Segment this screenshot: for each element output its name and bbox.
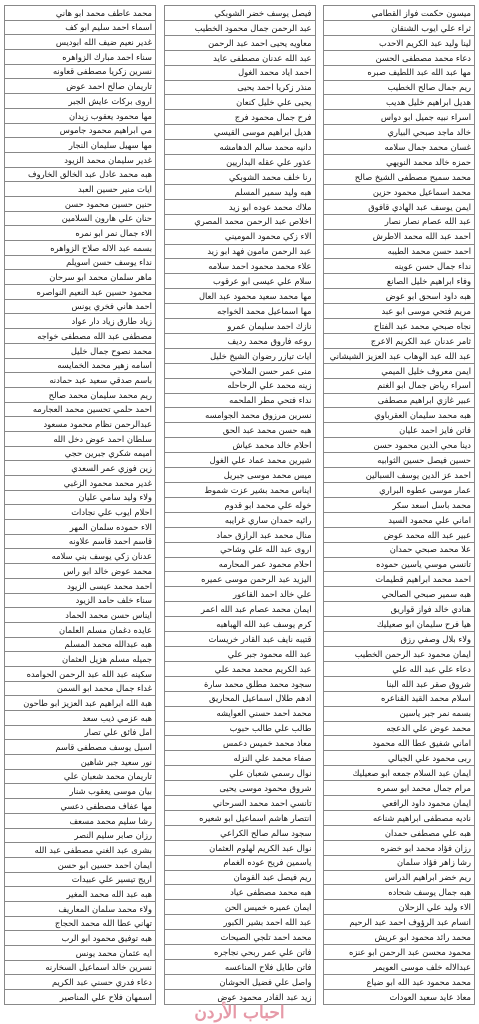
names-table xyxy=(4,5,475,1005)
name-cell: قتيبه نايف عبد القادر خريسات xyxy=(164,632,316,647)
name-cell: هبه سمير صبحي الصالحي xyxy=(323,587,475,602)
name-cell: عبدالاله خلف موسى العويمر xyxy=(323,960,475,975)
name-cell: شروق محمود موسى يحيى xyxy=(164,781,316,796)
name-cell: اسمهان فلاح علي المناصير xyxy=(4,990,156,1005)
name-cell: احمد محمد عيسى الزيود xyxy=(4,579,156,594)
name-cell: هبة الله ابراهيم عبد العزيز ابو طاحون xyxy=(4,696,156,711)
name-cell: نوال رسمي شعبان علي xyxy=(164,766,316,781)
name-cell: مها اسماعيل محمد الخواجه xyxy=(164,304,316,319)
name-cell: معاويه يحيى احمد عبد الرحمن xyxy=(164,36,316,51)
name-cell: مها عفاف مصطفى دعسي xyxy=(4,799,156,814)
name-cell: فيصل يوسف خضر الشوبكي xyxy=(164,5,316,21)
name-cell: مصطفى عبد الله مصطفى خواجه xyxy=(4,329,156,344)
name-cell: احمد عز الدين يوسف السبالين xyxy=(323,468,475,483)
name-cell: هبه توفيق محمود ابو الرب xyxy=(4,931,156,946)
name-cell: دعاء فدري حسني عبد الكريم xyxy=(4,975,156,990)
name-cell: محمد احمد حسني العوايشه xyxy=(164,707,316,722)
name-cell: نسرين خالد اسماعيل السخارنه xyxy=(4,961,156,976)
name-cell: احمد محمد ابراهيم قطيمات xyxy=(323,572,475,587)
name-cell: اليزيد عبد الرحمن موسى عميره xyxy=(164,572,316,587)
name-cell: عبد الكريم محمد محمد علي xyxy=(164,662,316,677)
names-column-3 xyxy=(4,5,156,1005)
name-cell: اماني علي محمود السيد xyxy=(323,513,475,528)
watermark: احباب الأردن xyxy=(194,1003,285,1023)
name-cell: سلام علي عيسى ابو عرقوب xyxy=(164,274,316,289)
name-cell: هبه جمال يوسف شحاده xyxy=(323,885,475,900)
name-cell: ايمن معروف خليل الميمي xyxy=(323,364,475,379)
name-cell: نازك احمد سليمان عمرو xyxy=(164,319,316,334)
name-cell: نسرين زكريا مصطفى قعاونه xyxy=(4,65,156,80)
name-cell: ايمن يوسف عبد الهادي قافوق xyxy=(323,200,475,215)
name-cell: ولاء بلال وصفي رزق xyxy=(323,632,475,647)
name-cell: هيا فرح سليمان ابو صعيليك xyxy=(323,617,475,632)
name-cell: هبه داود اسحق ابو عوض xyxy=(323,289,475,304)
name-cell: عبد الله احمد بشير الكبور xyxy=(164,915,316,930)
name-cell: احلام ايوب علي نجادات xyxy=(4,505,156,520)
name-cell: صفاء محمد علي النزله xyxy=(164,751,316,766)
name-cell: غدير نعيم ضيف الله ابوديس xyxy=(4,35,156,50)
name-cell: ايناس حسن محمد الحماد xyxy=(4,608,156,623)
name-cell: حمزه خالد محمد النويهي xyxy=(323,155,475,170)
name-cell: علا محمد صبحي حمدان xyxy=(323,543,475,558)
name-cell: اسامه زهير محمد الخمايسه xyxy=(4,359,156,374)
name-cell: مي ابراهيم محمود جاموس xyxy=(4,124,156,139)
name-cell: ثراء علي ايوب الشنقان xyxy=(323,21,475,36)
name-cell: وفاء ابراهيم خليل الصانع xyxy=(323,274,475,289)
name-cell: عبد الله محمود جبر علي xyxy=(164,647,316,662)
name-cell: نور سعيد جبر شاهين xyxy=(4,755,156,770)
name-cell: عدنان زكي يوسف بني سلامه xyxy=(4,549,156,564)
name-cell: احلام خالد محمد عياش xyxy=(164,438,316,453)
name-cell: كرم يوسف عبد الله الهباهبه xyxy=(164,617,316,632)
name-cell: احمد عبد الله محمد الاطرش xyxy=(323,230,475,245)
name-cell: تاريمان صالح احمد عوض xyxy=(4,79,156,94)
name-cell: محمد اسماعيل محمود حزين xyxy=(323,185,475,200)
name-cell: ايمان احمد حسين ابو حسن xyxy=(4,858,156,873)
name-cell: تانسي موسي ياسين حموده xyxy=(323,558,475,573)
name-cell: اروى بركات عايش الجبر xyxy=(4,94,156,109)
name-cell: رزان صابر سليم النصر xyxy=(4,829,156,844)
name-cell: فاتن طايل فلاح المناعسه xyxy=(164,960,316,975)
name-cell: امل فائق علي تصار xyxy=(4,726,156,741)
name-cell: نداء فتحي مطر الملحمه xyxy=(164,394,316,409)
name-cell: باسم صدقي سعيد عبد حمادنه xyxy=(4,373,156,388)
name-cell: غسان محمد جمال سلامه xyxy=(323,140,475,155)
name-cell: مها سهيل سليمان النجار xyxy=(4,138,156,153)
name-cell: فاتن علي عمر ربحي نجاجره xyxy=(164,945,316,960)
name-cell: محمد احمد تلجي الصيحات xyxy=(164,930,316,945)
name-cell: عذور علي عقله البداريين xyxy=(164,155,316,170)
name-cell: ريم جمال صالح الخطيب xyxy=(323,81,475,96)
name-cell: اروى عبد الله علي وشاحي xyxy=(164,543,316,558)
name-cell: عايده دغمان مسلم العلمان xyxy=(4,623,156,638)
name-cell: محمد رائد محمود ابو عريش xyxy=(323,930,475,945)
name-cell: ميسون حكمت فواز القطامي xyxy=(323,5,475,21)
name-cell: ثامر عدنان عبد الكريم الاعرج xyxy=(323,334,475,349)
name-cell: محمد عاطف محمد ابو هاني xyxy=(4,5,156,21)
name-cell: محمد سميح مصطفى الشيخ صالح xyxy=(323,170,475,185)
name-cell: عبد الله عصام نصار نصار xyxy=(323,215,475,230)
name-cell: شروق صقر عبد الله البنا xyxy=(323,677,475,692)
name-cell: واصل علي فضيل الحوشان xyxy=(164,975,316,990)
name-cell: هبه علي مصطفى حمدان xyxy=(323,826,475,841)
name-cell: عبد الله عدنان مصطفى عايد xyxy=(164,51,316,66)
name-cell: نجاه صبحي محمد عبد الفتاح xyxy=(323,319,475,334)
name-cell: ايمان عميره خميس الحن xyxy=(164,900,316,915)
name-cell: بشرى عبد الغني مصطفى عبد الله xyxy=(4,843,156,858)
name-cell: محمود محسن عبد الرحمن ابو عنزه xyxy=(323,945,475,960)
name-cell: اسيل يوسف مصطفى قاسم xyxy=(4,740,156,755)
name-cell: رشا زاهر فؤاد سلمان xyxy=(323,856,475,871)
name-cell: نسرين مرزوق محمد الجوامسه xyxy=(164,408,316,423)
name-cell: اسلام محمد القيد القناعره xyxy=(323,692,475,707)
name-cell: رشا سليم محمد مسعف xyxy=(4,814,156,829)
name-cell: تهاني عطا الله محمد الحجاج xyxy=(4,917,156,932)
name-cell: زينه محمد علي الرحاحله xyxy=(164,379,316,394)
name-cell: غدير سليمان محمد الزيود xyxy=(4,153,156,168)
name-cell: ايات منير حسين العبد xyxy=(4,182,156,197)
name-cell: عبير عبد الله محمد عوض xyxy=(323,528,475,543)
name-cell: عبير غازي ابراهيم مصطفى xyxy=(323,394,475,409)
name-cell: غداء جمال محمد ابو السمن xyxy=(4,682,156,697)
name-cell: ادهم طلال اسماعيل المحاريق xyxy=(164,692,316,707)
name-cell: طالب علي طالب حبوب xyxy=(164,722,316,737)
name-cell: الاء وليد علي الزحلان xyxy=(323,900,475,915)
name-cell: سناء خلف حامد الزيود xyxy=(4,594,156,609)
name-cell: تانسي احمد محمد السرحاني xyxy=(164,796,316,811)
name-cell: سلطان احمد عوض دخل الله xyxy=(4,432,156,447)
name-cell: هبه وليد سمير المسلم xyxy=(164,185,316,200)
name-cell: عمار موسى عطوه البراري xyxy=(323,483,475,498)
name-cell: دينا محي الدين محمود حسن xyxy=(323,438,475,453)
name-cell: ناديه مصطفى ابراهيم شناعه xyxy=(323,811,475,826)
name-cell: اسراء نبيه جميل ابو دواس xyxy=(323,110,475,125)
name-cell: ايات تيازر رضوان الشيخ خليل xyxy=(164,349,316,364)
name-cell: عبد الرحمن جمال محمود الخطيب xyxy=(164,21,316,36)
name-cell: رائيه حمدان ساري غرايبه xyxy=(164,513,316,528)
name-cell: جميله مسلم هزيل العثمان xyxy=(4,652,156,667)
name-cell: مرام جمال محمد ابو سمره xyxy=(323,781,475,796)
name-cell: هبه عزمي ذيب سعد xyxy=(4,711,156,726)
name-cell: ولاء محمد سلمان المعاريف xyxy=(4,902,156,917)
name-cell: بسمه نمر جبر ياسين xyxy=(323,707,475,722)
name-cell: الاء زكي محمود الموميني xyxy=(164,230,316,245)
name-cell: نداء يوسف حسن اسويلم xyxy=(4,256,156,271)
name-cell: زيد عبد القادر محمود عوض xyxy=(164,990,316,1005)
name-cell: رزان فؤاد محمد ابو خضره xyxy=(323,841,475,856)
name-cell: هنادي خالد فواز قواريق xyxy=(323,602,475,617)
name-cell: علي خالد احمد القاعور xyxy=(164,587,316,602)
name-cell: محمد نصوح جمال خليل xyxy=(4,344,156,359)
name-cell: زين فوزي عمر السعدي xyxy=(4,461,156,476)
name-cell: احمد هاني فخري يونس xyxy=(4,300,156,315)
name-cell: احمد حسن محمد الطيبه xyxy=(323,245,475,260)
name-cell: احمد حلمي تحسين محمد العجارمه xyxy=(4,403,156,418)
name-cell: ايه عثمان محمد يونس xyxy=(4,946,156,961)
name-cell: ملاك محمد عوده ابو زيد xyxy=(164,200,316,215)
name-cell: انسام عبد الرؤوف احمد عبد الرحيم xyxy=(323,915,475,930)
name-cell: محمد محمود عبد الله ابو ضياع xyxy=(323,975,475,990)
name-cell: احلام محمود عمر المحارمه xyxy=(164,558,316,573)
name-cell: هبه عبدالله محمد المسلم xyxy=(4,638,156,653)
name-cell: ماهر سلمان محمد ابو سرحان xyxy=(4,270,156,285)
name-cell: انتصار هاشم اسماعيل ابو شعيره xyxy=(164,811,316,826)
name-cell: منى عمر حسن الملاحي xyxy=(164,364,316,379)
name-cell: اماني شفيق عطا الله محمود xyxy=(323,736,475,751)
name-cell: اسراء رياض جمال ابو الغنم xyxy=(323,379,475,394)
name-cell: بسمه عبد الاله صلاح الزواهره xyxy=(4,241,156,256)
name-cell: ميس محمد موسى جبريل xyxy=(164,468,316,483)
name-cell: دانيه محمد سالم الدهامشه xyxy=(164,140,316,155)
name-cell: هديل ابراهيم موسى القيسي xyxy=(164,125,316,140)
name-cell: ريم خضر ابراهيم الدراس xyxy=(323,871,475,886)
name-cell: هبه محمد مصطفى عياد xyxy=(164,885,316,900)
name-cell: محمود حسين عبد النعيم النواصره xyxy=(4,285,156,300)
name-cell: مها محمود يعقوب زيدان xyxy=(4,109,156,124)
name-cell: خالد ماجد صبحي البياري xyxy=(323,125,475,140)
name-cell: محمد باسل اسعد سكر xyxy=(323,498,475,513)
name-cell: سجود سالم صالح الكراعي xyxy=(164,826,316,841)
name-cell: حسين فيصل حسين الثوابيه xyxy=(323,453,475,468)
name-cell: مها محمد سعيد محمود عبد العال xyxy=(164,289,316,304)
name-cell: روعه فاروق محمد رديف xyxy=(164,334,316,349)
name-cell: هبه حسن محمد عبد الحق xyxy=(164,423,316,438)
name-cell: دعاء علي عبد الله علي xyxy=(323,662,475,677)
name-cell: لينا وليد عبد الكريم الاحدب xyxy=(323,36,475,51)
name-cell: خوله علي محمد ابو قدوم xyxy=(164,498,316,513)
name-cell: ياسمين فريح عوده الغمام xyxy=(164,856,316,871)
name-cell: اميمه شكري جبرين حجي xyxy=(4,447,156,462)
name-cell: ريم فيصل عبد القومان xyxy=(164,871,316,886)
name-cell: حنين حسين محمود حسن xyxy=(4,197,156,212)
name-cell: ايمان عبد السلام جمعه ابو صعيليك xyxy=(323,766,475,781)
name-cell: محمد عوض علي الدعجه xyxy=(323,722,475,737)
name-cell: علاء محمد محمود احمد سلامه xyxy=(164,259,316,274)
name-cell: ايمان محمد عصام عبد الله اعمر xyxy=(164,602,316,617)
name-cell: محمد عوض خالد ابو راس xyxy=(4,564,156,579)
name-cell: اريج تيسير علي عبيدات xyxy=(4,873,156,888)
name-cell: سناء احمد مبارك الزواهره xyxy=(4,50,156,65)
name-cell: يحيى علي خليل كنعان xyxy=(164,95,316,110)
name-cell: ريم محمد سليمان محمد صالح xyxy=(4,388,156,403)
name-cell: بيان موسى يعقوب شنار xyxy=(4,784,156,799)
name-cell: فاتن فايز احمد عليان xyxy=(323,423,475,438)
name-cell: هبه عبد الله محمد المغير xyxy=(4,887,156,902)
name-cell: ايمان محمود داود الرافعي xyxy=(323,796,475,811)
name-cell: مريم فتحي موسى ابو عبد xyxy=(323,304,475,319)
name-cell: الاء حموده سلمان المهر xyxy=(4,520,156,535)
name-cell: ايناس محمد بشير عزت شموط xyxy=(164,483,316,498)
name-cell: ربى محمود علي الجبالي xyxy=(323,751,475,766)
name-cell: ايمان محمود عبد الرحمن الخطيب xyxy=(323,647,475,662)
name-cell: ولاء وليد سامي عليان xyxy=(4,491,156,506)
names-column-1 xyxy=(323,5,475,1005)
name-cell: رنا خلف محمد الشوبكي xyxy=(164,170,316,185)
name-cell: هبه محمد سليمان العقرباوي xyxy=(323,408,475,423)
names-column-2 xyxy=(164,5,316,1005)
name-cell: اخلاص عبد الرحمن محمد المصري xyxy=(164,215,316,230)
name-cell: معاذ عايد سعيد العودات xyxy=(323,990,475,1005)
name-cell: فرح جمال محمود فرج xyxy=(164,110,316,125)
name-cell: زياد طارق زياد دار عواد xyxy=(4,314,156,329)
name-cell: احمد اياد محمد الغول xyxy=(164,66,316,81)
name-cell: حنان علي هارون السلامين xyxy=(4,212,156,227)
name-cell: هبه محمد عادل عبد الخالق الخاروف xyxy=(4,168,156,183)
name-cell: منذر زكريا احمد يحيى xyxy=(164,81,316,96)
name-cell: هديل ابراهيم خليل هديب xyxy=(323,95,475,110)
name-cell: عبد الرحمن مامون فهد ابو زيد xyxy=(164,245,316,260)
name-cell: سجود محمد مطلق محمد سارة xyxy=(164,677,316,692)
name-cell: قاسم احمد قاسم علاونه xyxy=(4,535,156,550)
name-cell: عبدالرحمن نظام محمود مسعود xyxy=(4,417,156,432)
name-cell: سكينه عبد الله عبد الرحمن الحوامده xyxy=(4,667,156,682)
name-cell: نداء جمال حسن عوينه xyxy=(323,259,475,274)
name-cell: عبد الله عبد الوهاب عبد العزيز الشيشاني xyxy=(323,349,475,364)
name-cell: منال محمد عبد الرازق حماد xyxy=(164,528,316,543)
name-cell: نوال عبد الكريم لهلوم العثمان xyxy=(164,841,316,856)
name-cell: شيرين محمد عماد علي الغول xyxy=(164,453,316,468)
name-cell: غدير محمد محمود الزغبي xyxy=(4,476,156,491)
name-cell: الاء جمال نمر ابو نمره xyxy=(4,226,156,241)
name-cell: اسماء احمد سليم ابو كف xyxy=(4,21,156,36)
name-cell: دعاء محمد مصطفى الحسن xyxy=(323,51,475,66)
name-cell: معاذ محمد خميس دعمس xyxy=(164,736,316,751)
name-cell: تاريمان محمد شعبان علي xyxy=(4,770,156,785)
name-cell: مها عبد الله عبد اللطيف صبره xyxy=(323,66,475,81)
